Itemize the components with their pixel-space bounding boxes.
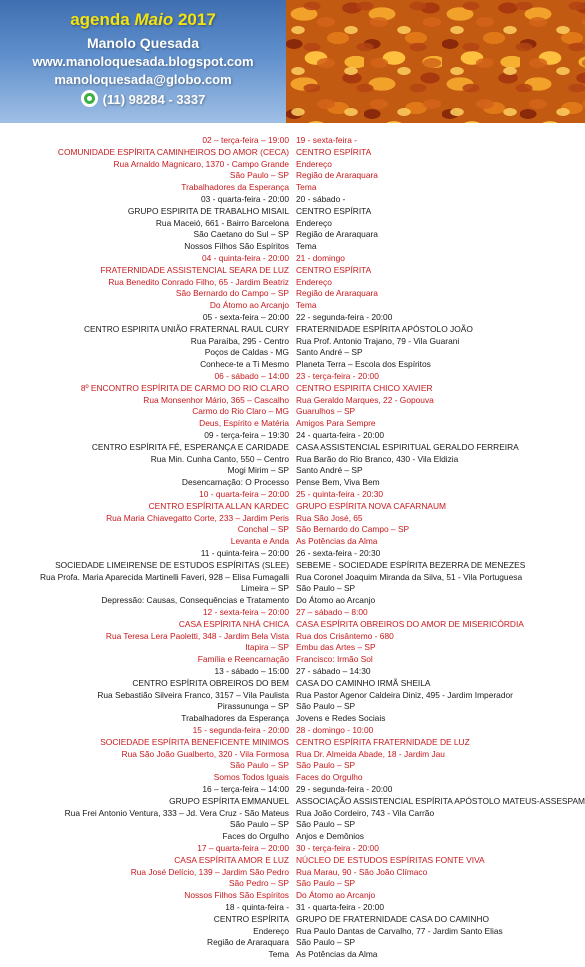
event-right-cell: CENTRO ESPIRITA CHICO XAVIER (296, 382, 433, 393)
phone-text: (11) 98284 - 3337 (102, 92, 206, 107)
list-item (0, 877, 585, 889)
event-right-cell: São Bernardo do Campo – SP (296, 524, 410, 535)
event-right-cell: 27 – sábado – 8:00 (296, 607, 368, 617)
event-right-cell: 27 - sábado – 14:30 (296, 666, 371, 676)
event-right-cell: Francisco: Irmão Sol (296, 654, 373, 665)
event-right-cell: 30 - terça-feira - 20:00 (296, 843, 379, 853)
event-left-cell: Rua Monsenhor Mário, 365 – Cascalho (143, 394, 289, 405)
list-item (0, 606, 585, 618)
event-left-cell: Mogi Mirim – SP (227, 465, 289, 476)
event-left-cell: Nossos Filhos São Espíritos (184, 241, 289, 252)
event-right-cell: CASA ASSISTENCIAL ESPIRITUAL GERALDO FERREIRA (296, 441, 519, 452)
list-item (0, 394, 585, 406)
event-right-cell: 26 - sexta-feira - 20:30 (296, 548, 381, 558)
event-left-cell: Trabalhadores da Esperança (181, 713, 289, 724)
list-item (0, 748, 585, 760)
list-item (0, 736, 585, 748)
event-right-cell: CENTRO ESPÍRITA (296, 264, 372, 275)
list-item (0, 500, 585, 512)
agenda-title (0, 10, 286, 30)
list-item (0, 181, 585, 193)
event-right-cell: São Paulo – SP (296, 760, 356, 771)
list-item (0, 264, 585, 276)
list-item (0, 441, 585, 453)
list-item (0, 700, 585, 712)
list-item (0, 193, 585, 205)
event-right-cell: Endereço (296, 158, 332, 169)
event-right-cell: 22 - segunda-feira - 20:00 (296, 312, 393, 322)
event-left-cell: 09 - terça-feira – 19:30 (204, 430, 289, 440)
event-left-cell: Rua Min. Cunha Canto, 550 – Centro (150, 453, 289, 464)
autumn-leaves-image (286, 0, 585, 123)
list-item (0, 276, 585, 288)
list-item (0, 512, 585, 524)
event-right-cell: Região de Araraquara (296, 229, 378, 240)
list-item (0, 417, 585, 429)
event-left-cell: 13 - sábado – 15:00 (214, 666, 289, 676)
event-left-cell: São Pedro – SP (228, 878, 289, 889)
event-right-cell: NÚCLEO DE ESTUDOS ESPÍRITAS FONTE VIVA (296, 854, 485, 865)
list-item (0, 476, 585, 488)
list-item (0, 901, 585, 913)
event-right-cell: SEBEME - SOCIEDADE ESPÍRITA BEZERRA DE MENEZES (296, 559, 526, 570)
event-right-cell: CENTRO ESPÍRITA (296, 205, 372, 216)
event-left-cell: CASA ESPÍRITA NHÁ CHICA (178, 618, 289, 629)
event-left-cell: CENTRO ESPÍRITA OBREIROS DO BEM (132, 677, 289, 688)
event-right-cell: GRUPO DE FRATERNIDADE CASA DO CAMINHO (296, 913, 489, 924)
event-right-cell: Faces do Orgulho (296, 772, 363, 783)
event-left-cell: Nossos Filhos São Espíritos (184, 890, 289, 901)
event-left-cell: São Caetano do Sul – SP (193, 229, 289, 240)
event-left-cell: Do Átomo ao Arcanjo (209, 300, 289, 311)
whatsapp-icon (81, 90, 98, 107)
list-item (0, 429, 585, 441)
event-right-cell: CENTRO ESPÍRITA (296, 146, 372, 157)
list-item (0, 854, 585, 866)
event-right-cell: Pense Bem, Viva Bem (296, 477, 380, 488)
event-right-cell: Endereço (296, 276, 332, 287)
list-item (0, 287, 585, 299)
event-left-cell: GRUPO ESPIRITA DE TRABALHO MISAIL (127, 205, 289, 216)
list-item (0, 842, 585, 854)
list-item (0, 488, 585, 500)
list-item (0, 228, 585, 240)
event-right-cell: Tema (296, 241, 317, 252)
event-right-cell: 20 - sábado - (296, 194, 346, 204)
title-year: 2017 (177, 10, 216, 29)
event-left-cell: Rua José Delício, 139 – Jardim São Pedro (130, 866, 289, 877)
event-right-cell: CASA DO CAMINHO IRMÃ SHEILA (296, 677, 431, 688)
event-left-cell: FRATERNIDADE ASSISTENCIAL SEARA DE LUZ (100, 264, 289, 275)
event-left-cell: Itapira – SP (245, 642, 289, 653)
event-left-cell: 04 - quinta-feira - 20:00 (201, 253, 289, 263)
list-item (0, 571, 585, 583)
event-left-cell: Rua Maria Chiavegatto Corte, 233 – Jardim Peris (106, 512, 289, 523)
event-right-cell: Rua Marau, 90 - São João Clímaco (296, 866, 428, 877)
event-right-cell: São Paulo – SP (296, 878, 356, 889)
event-right-cell: Guarulhos – SP (296, 406, 356, 417)
event-right-cell: Rua Pastor Agenor Caldeira Diniz, 495 - Jardim Imperador (296, 689, 513, 700)
event-left-cell: GRUPO ESPÍRITA EMMANUEL (169, 795, 289, 806)
header-banner (0, 0, 585, 123)
event-right-cell: Tema (296, 300, 317, 311)
event-right-cell: CASA ESPÍRITA OBREIROS DO AMOR DE MISERICÓRDIA (296, 618, 524, 629)
event-right-cell: GRUPO ESPÍRITA NOVA CAFARNAUM (296, 500, 446, 511)
event-left-cell: 11 - quinta-feira – 20:00 (200, 548, 289, 558)
event-right-cell: Santo André – SP (296, 347, 363, 358)
event-left-cell: Faces do Orgulho (222, 831, 289, 842)
event-left-cell: 8º ENCONTRO ESPÍRITA DE CARMO DO RIO CLARO (80, 382, 289, 393)
event-left-cell: Poços de Caldas - MG (204, 347, 289, 358)
list-item (0, 464, 585, 476)
event-right-cell: 25 - quinta-feira - 20:30 (296, 489, 384, 499)
event-left-cell: Rua Paraíba, 295 - Centro (190, 335, 289, 346)
event-left-cell: 18 - quinta-feira - (225, 902, 289, 912)
list-item (0, 925, 585, 937)
list-item (0, 382, 585, 394)
list-item (0, 618, 585, 630)
event-right-cell: Amigos Para Sempre (296, 418, 376, 429)
event-left-cell: Rua São João Gualberto, 320 - Vila Formosa (121, 748, 289, 759)
event-right-cell: 29 - segunda-feira - 20:00 (296, 784, 393, 794)
event-right-cell: Rua Prof. Antonio Trajano, 79 - Vila Guarani (296, 335, 460, 346)
event-left-cell: CENTRO ESPÍRITA (213, 913, 289, 924)
event-right-cell: Jovens e Redes Sociais (296, 713, 386, 724)
list-item (0, 630, 585, 642)
event-right-cell: 24 - quarta-feira - 20:00 (296, 430, 384, 440)
list-item (0, 547, 585, 559)
list-item (0, 936, 585, 948)
title-prefix: agenda (70, 10, 130, 29)
event-right-cell: 28 - domingo - 10:00 (296, 725, 374, 735)
list-item (0, 641, 585, 653)
event-right-cell: Rua Paulo Dantas de Carvalho, 77 - Jardim Santo Elias (296, 925, 503, 936)
list-item (0, 323, 585, 335)
event-left-cell: SOCIEDADE LIMEIRENSE DE ESTUDOS ESPÍRITAS (SLEE) (55, 559, 289, 570)
event-right-cell: Rua Coronel Joaquim Miranda da Silva, 51 - Vila Portuguesa (296, 571, 523, 582)
list-item (0, 759, 585, 771)
event-left-cell: 17 – quarta-feira – 20:00 (197, 843, 289, 853)
list-item (0, 653, 585, 665)
event-left-cell: Rua Profa. Maria Aparecida Martinelli Faveri, 928 – Elisa Fumagalli (39, 571, 289, 582)
list-item (0, 830, 585, 842)
list-item (0, 346, 585, 358)
list-item (0, 311, 585, 323)
event-left-cell: Região de Araraquara (207, 937, 289, 948)
list-item (0, 335, 585, 347)
event-right-cell: Planeta Terra – Escola dos Espíritos (296, 359, 431, 370)
event-left-cell: 10 - quarta-feira – 20:00 (199, 489, 289, 499)
list-item (0, 582, 585, 594)
event-left-cell: Desencarnação: O Processo (181, 477, 289, 488)
website-link[interactable]: www.manoloquesada.blogspot.com (32, 54, 254, 69)
event-left-cell: Levanta e Anda (230, 536, 289, 547)
list-item (0, 523, 585, 535)
event-left-cell: Família e Reencarnação (197, 654, 289, 665)
event-right-cell: FRATERNIDADE ESPÍRITA APÓSTOLO JOÃO (296, 323, 473, 334)
event-left-cell: Conchal – SP (237, 524, 289, 535)
event-left-cell: Pirassununga – SP (217, 701, 289, 712)
event-left-cell: COMUNIDADE ESPÍRITA CAMINHEIROS DO AMOR (CECA) (57, 146, 289, 157)
event-left-cell: 15 - segunda-feira - 20:00 (192, 725, 289, 735)
event-left-cell: Depressão: Causas, Consequências e Tratamento (101, 595, 289, 606)
event-right-cell: Rua Dr. Almeida Abade, 18 - Jardim Jau (296, 748, 445, 759)
event-right-cell: As Potências da Alma (296, 949, 378, 960)
event-left-cell: Somos Todos Iguais (213, 772, 289, 783)
list-item (0, 818, 585, 830)
list-item (0, 948, 585, 960)
list-item (0, 370, 585, 382)
event-right-cell: São Paulo – SP (296, 819, 356, 830)
event-right-cell: Santo André – SP (296, 465, 363, 476)
event-right-cell: Rua dos Crisântemo - 680 (296, 630, 394, 641)
event-left-cell: Rua Maceió, 661 - Bairro Barcelona (155, 217, 289, 228)
list-item (0, 665, 585, 677)
list-item (0, 783, 585, 795)
list-item (0, 771, 585, 783)
list-item (0, 358, 585, 370)
event-left-cell: Endereço (253, 925, 289, 936)
list-item (0, 889, 585, 901)
event-left-cell: 12 - sexta-feira – 20:00 (202, 607, 289, 617)
event-right-cell: Região de Araraquara (296, 288, 378, 299)
list-item (0, 205, 585, 217)
event-right-cell: Tema (296, 182, 317, 193)
list-item (0, 559, 585, 571)
event-right-cell: 31 - quarta-feira - 20:00 (296, 902, 384, 912)
event-left-cell: Deus, Espírito e Matéria (199, 418, 289, 429)
event-right-cell: São Paulo – SP (296, 937, 356, 948)
event-right-cell: 23 - terça-feira - 20:00 (296, 371, 379, 381)
event-right-cell: Rua São José, 65 (296, 512, 363, 523)
list-item (0, 299, 585, 311)
event-left-cell: 03 - quarta-feira - 20:00 (201, 194, 289, 204)
list-item (0, 913, 585, 925)
title-month: Maio (134, 10, 174, 29)
event-left-cell: Rua Teresa Lera Paoletti, 348 - Jardim Bela Vista (105, 630, 289, 641)
event-left-cell: 16 – terça-feira – 14:00 (202, 784, 289, 794)
event-left-cell: SOCIEDADE ESPÍRITA BENEFICENTE MINIMOS (100, 736, 289, 747)
event-left-cell: São Bernardo do Campo – SP (175, 288, 289, 299)
list-item (0, 712, 585, 724)
event-left-cell: Trabalhadores da Esperança (181, 182, 289, 193)
author-name: Manolo Quesada (86, 35, 200, 51)
list-item (0, 240, 585, 252)
event-right-cell: 19 - sexta-feira - (296, 135, 357, 145)
event-left-cell: São Paulo – SP (229, 819, 289, 830)
event-right-cell: Rua João Cordeiro, 743 - Vila Carrão (296, 807, 435, 818)
list-item (0, 807, 585, 819)
event-right-cell: Do Átomo ao Arcanjo (296, 595, 376, 606)
list-item (0, 405, 585, 417)
list-item (0, 866, 585, 878)
event-left-cell: Limeira – SP (241, 583, 289, 594)
list-item (0, 146, 585, 158)
event-left-cell: 02 – terça-feira – 19:00 (202, 135, 289, 145)
event-left-cell: Rua Benedito Conrado Filho, 65 - Jardim Beatriz (108, 276, 289, 287)
event-left-cell: Rua Sebastião Silveira Franco, 3157 – Vila Paulista (97, 689, 289, 700)
list-item (0, 252, 585, 264)
event-right-cell: ASSOCIAÇÃO ASSISTENCIAL ESPÍRITA APÓSTOLO MATEUS-ASSESPAM (296, 795, 585, 806)
event-right-cell: 21 - domingo (296, 253, 345, 263)
event-left-cell: CENTRO ESPIRITA UNIÃO FRATERNAL RAUL CURY (83, 323, 289, 334)
email-link[interactable]: manoloquesada@globo.com (54, 72, 232, 87)
event-right-cell: Do Átomo ao Arcanjo (296, 890, 376, 901)
event-left-cell: Rua Arnaldo Magnicaro, 1370 - Campo Grande (113, 158, 289, 169)
event-left-cell: CENTRO ESPÍRITA FÉ, ESPERANÇA E CARIDADE (91, 441, 289, 452)
event-left-cell: 06 - sábado – 14:00 (214, 371, 289, 381)
event-right-cell: São Paulo – SP (296, 583, 356, 594)
event-right-cell: São Paulo – SP (296, 701, 356, 712)
event-right-cell: Anjos e Demônios (296, 831, 364, 842)
event-right-cell: Rua Barão do Rio Branco, 430 - Vila Eldizia (296, 453, 459, 464)
event-right-cell: As Potências da Alma (296, 536, 378, 547)
event-left-cell: CASA ESPÍRITA AMOR E LUZ (174, 854, 289, 865)
event-left-cell: CENTRO ESPÍRITA ALLAN KARDEC (148, 500, 289, 511)
event-left-cell: São Paulo – SP (229, 760, 289, 771)
list-item (0, 689, 585, 701)
list-item (0, 453, 585, 465)
list-item (0, 535, 585, 547)
event-right-cell: Região de Araraquara (296, 170, 378, 181)
list-item (0, 594, 585, 606)
event-left-cell: Carmo do Rio Claro – MG (192, 406, 289, 417)
event-right-cell: Embu das Artes – SP (296, 642, 376, 653)
event-left-cell: 05 - sexta-feira – 20:00 (202, 312, 289, 322)
event-left-cell: Tema (268, 949, 289, 960)
list-item (0, 169, 585, 181)
event-left-cell: São Paulo – SP (229, 170, 289, 181)
event-right-cell: Rua Geraldo Marques, 22 - Gopouva (296, 394, 434, 405)
event-left-cell: Conhece-te a Ti Mesmo (200, 359, 289, 370)
list-item (0, 677, 585, 689)
list-item (0, 217, 585, 229)
list-item (0, 134, 585, 146)
event-right-cell: CENTRO ESPÍRITA FRATERNIDADE DE LUZ (296, 736, 470, 747)
event-left-cell: Rua Frei Antonio Ventura, 333 – Jd. Vera Cruz - São Mateus (64, 807, 289, 818)
phone-number (0, 90, 286, 107)
list-item (0, 795, 585, 807)
list-item (0, 724, 585, 736)
event-right-cell: Endereço (296, 217, 332, 228)
list-item (0, 158, 585, 170)
